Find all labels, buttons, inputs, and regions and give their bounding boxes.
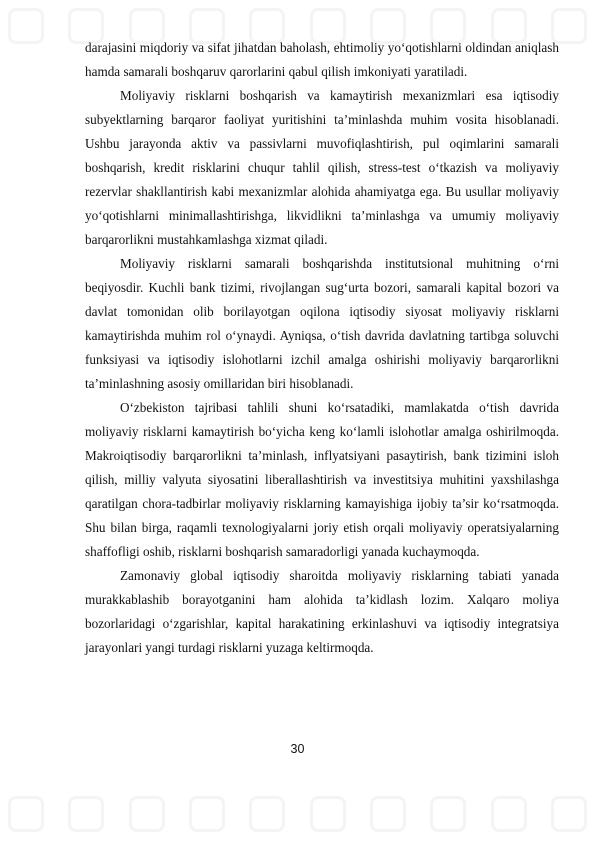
paragraph: Moliyaviy risklarni boshqarish va kamaytirish mexanizmlari esa iqtisodiy subyektlarning barqaror faoliyat yuritishini ta’minlashda muhim vosita hisoblanadi. Ushbu jarayonda aktiv va passivlarni muvofiqlashtirish, pul oqimlarini samarali boshqarish, kredit risklarini chuqur tahlil qilish, stress-test o‘tkazish va moliyaviy rezervlar shakllantirish kabi mexanizmlar alohida ahamiyatga ega. Bu usullar moliyaviy yo‘qotishlarni minimallashtirishga, likvidlikni ta’minlashga va umumiy moliyaviy barqarorlikni mustahkamlashga xizmat qiladi. (85, 88, 559, 247)
watermark-logo-icon (68, 796, 104, 832)
paragraph: Zamonaviy global iqtisodiy sharoitda moliyaviy risklarning tabiati yanada murakkablashib borayotganini ham alohida ta’kidlash lozim. Xalqaro moliya bozorlaridagi o‘zgarishlar, kapital harakatining erkinlashuvi va iqtisodiy integratsiya jarayonlari yangi turdagi risklarni yuzaga keltirmoqda. (85, 568, 559, 655)
body-text (85, 36, 559, 660)
watermark-logo-icon (129, 796, 165, 832)
watermark-logo-icon (551, 796, 587, 832)
paragraph: Moliyaviy risklarni samarali boshqarishda institutsional muhitning o‘rni beqiyosdir. Kuchli bank tizimi, rivojlangan sug‘urta bozori, samarali kapital bozori va davlat tomonidan olib borilayotgan oqilona iqtisodiy siyosat moliyaviy risklarni kamaytirishda muhim rol o‘ynaydi. Ayniqsa, o‘tish davrida davlatning tartibga soluvchi funksiyasi va iqtisodiy islohotlarni izchil amalga oshirishi moliyaviy barqarorlikni ta’minlashning asosiy omillaridan biri hisoblanadi. (85, 256, 559, 391)
paragraph: darajasini miqdoriy va sifat jihatdan baholash, ehtimoliy yo‘qotishlarni oldindan aniqlash hamda samarali boshqaruv qarorlarini qabul qilish imkoniyati yaratiladi. (85, 40, 559, 79)
paragraph: O‘zbekiston tajribasi tahlili shuni ko‘rsatadiki, mamlakatda o‘tish davrida moliyaviy risklarni kamaytirish bo‘yicha keng ko‘lamli islohotlar amalga oshirilmoqda. Makroiqtisodiy barqarorlikni ta’minlash, inflyatsiyani pasaytirish, bank tizimini isloh qilish, milliy valyuta siyosatini liberallashtirish va investitsiya muhitini yaxshilashga qaratilgan chora-tadbirlar moliyaviy risklarning kamayishiga ijobiy ta’sir ko‘rsatmoqda. Shu bilan birga, raqamli texnologiyalarni joriy etish orqali moliyaviy operatsiyalarning shaffofligi oshib, risklarni boshqarish samaradorligi yanada kuchaymoqda. (85, 400, 559, 559)
watermark-logo-icon (430, 796, 466, 832)
watermark-bottom-row (0, 796, 595, 836)
watermark-logo-icon (8, 796, 44, 832)
watermark-logo-icon (189, 796, 225, 832)
watermark-logo-icon (8, 8, 44, 44)
watermark-logo-icon (370, 796, 406, 832)
watermark-logo-icon (310, 796, 346, 832)
page-number: 30 (290, 742, 305, 756)
watermark-logo-icon (491, 796, 527, 832)
watermark-logo-icon (249, 796, 285, 832)
